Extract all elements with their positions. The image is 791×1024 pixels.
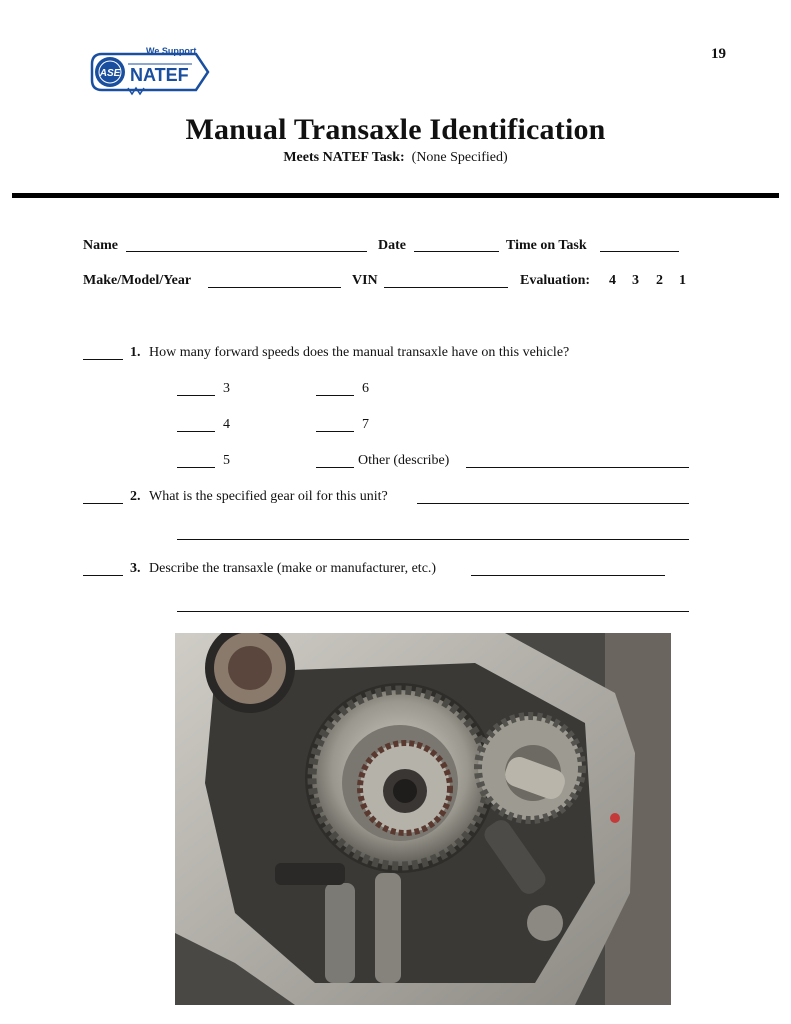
q2-number: 2. bbox=[130, 489, 141, 504]
make-model-year-label: Make/Model/Year bbox=[83, 273, 192, 288]
time-on-task-label: Time on Task bbox=[506, 238, 587, 253]
q3-answer-field-1[interactable] bbox=[471, 575, 665, 576]
natef-logo bbox=[88, 44, 212, 100]
q3-answer-field-2[interactable] bbox=[177, 611, 689, 612]
q2-answer-field-1[interactable] bbox=[417, 503, 689, 504]
q2-score-blank[interactable] bbox=[83, 503, 123, 504]
key-logo-graphic bbox=[88, 44, 212, 100]
date-field[interactable] bbox=[414, 251, 499, 252]
q1-text: How many forward speeds does the manual transaxle have on this vehicle? bbox=[149, 345, 570, 360]
q1-option-other-blank[interactable] bbox=[316, 467, 354, 468]
vin-field[interactable] bbox=[384, 287, 508, 288]
q1-option-other: Other (describe) bbox=[358, 453, 450, 468]
make-model-year-field[interactable] bbox=[208, 287, 341, 288]
evaluation-score-2[interactable]: 2 bbox=[656, 273, 663, 288]
logo-badge: ASE bbox=[99, 68, 121, 79]
q3-text: Describe the transaxle (make or manufacturer, etc.) bbox=[149, 561, 437, 576]
q1-option-7: 7 bbox=[362, 417, 369, 432]
evaluation-score-4[interactable]: 4 bbox=[609, 273, 616, 288]
logo-name: NATEF bbox=[130, 65, 189, 85]
date-label: Date bbox=[378, 238, 406, 253]
q1-other-describe-field[interactable] bbox=[466, 467, 689, 468]
q1-option-4-blank[interactable] bbox=[177, 431, 215, 432]
q1-option-7-blank[interactable] bbox=[316, 431, 354, 432]
q1-number: 1. bbox=[130, 345, 141, 360]
time-on-task-field[interactable] bbox=[600, 251, 679, 252]
name-field[interactable] bbox=[126, 251, 367, 252]
evaluation-label: Evaluation: bbox=[520, 273, 591, 288]
subtitle-label: Meets NATEF Task: bbox=[283, 150, 405, 165]
q1-option-5: 5 bbox=[223, 453, 230, 468]
q1-option-4: 4 bbox=[223, 417, 230, 432]
q1-score-blank[interactable] bbox=[83, 359, 123, 360]
q2-text: What is the specified gear oil for this unit? bbox=[149, 489, 388, 504]
name-label: Name bbox=[83, 238, 118, 253]
evaluation-score-1[interactable]: 1 bbox=[679, 273, 686, 288]
q1-option-6-blank[interactable] bbox=[316, 395, 354, 396]
evaluation-score-3[interactable]: 3 bbox=[632, 273, 639, 288]
q1-option-3: 3 bbox=[223, 381, 230, 396]
q1-option-6: 6 bbox=[362, 381, 369, 396]
logo-tagline: We Support bbox=[146, 46, 197, 56]
vin-label: VIN bbox=[352, 273, 378, 288]
page-title: Manual Transaxle Identification bbox=[185, 113, 606, 146]
q1-option-3-blank[interactable] bbox=[177, 395, 215, 396]
page-number: 19 bbox=[711, 46, 726, 62]
q1-option-5-blank[interactable] bbox=[177, 467, 215, 468]
page-subtitle bbox=[0, 150, 791, 166]
transaxle-illustration bbox=[175, 633, 671, 1005]
q3-score-blank[interactable] bbox=[83, 575, 123, 576]
transaxle-photo bbox=[175, 633, 671, 1005]
q3-number: 3. bbox=[130, 561, 141, 576]
header-divider bbox=[12, 193, 779, 198]
q2-answer-field-2[interactable] bbox=[177, 539, 689, 540]
subtitle-value: (None Specified) bbox=[411, 150, 508, 165]
